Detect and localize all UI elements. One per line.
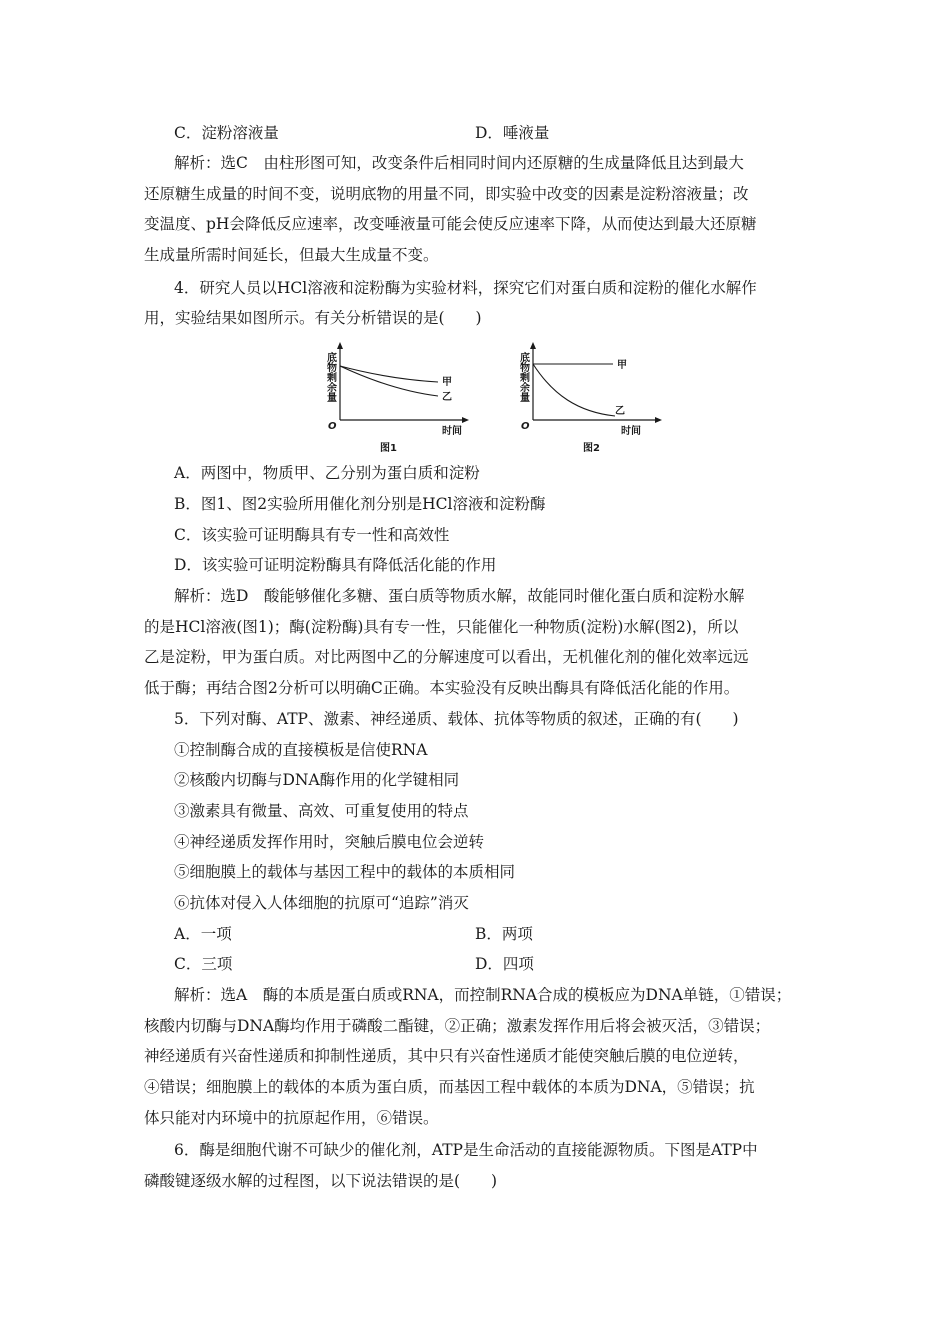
q3-analysis-line: 解析：选C 由柱形图可知，改变条件后相同时间内还原糖的生成量降低且达到最大 [174, 154, 744, 172]
q5-analysis-line: 神经递质有兴奋性递质和抑制性递质，其中只有兴奋性递质才能使突触后膜的电位逆转， [144, 1047, 749, 1065]
q4-analysis-line: 解析：选D 酸能够催化多糖、蛋白质等物质水解，故能同时催化蛋白质和淀粉水解 [174, 587, 745, 605]
q3-option-d: D．唾液量 [475, 124, 550, 142]
q5-analysis-line: 解析：选A 酶的本质是蛋白质或RNA，而控制RNA合成的模板应为DNA单链，①错误； [174, 986, 792, 1004]
q5-item: ⑤细胞膜上的载体与基因工程中的载体的本质相同 [174, 863, 516, 881]
fig1-label-jia: 甲 [442, 377, 452, 388]
q4-option-d: D．该实验可证明淀粉酶具有降低活化能的作用 [174, 556, 497, 574]
q5-analysis-line: 体只能对内环境中的抗原起作用，⑥错误。 [144, 1109, 439, 1127]
q4-analysis-line: 低于酶；再结合图2分析可以明确C正确。本实验没有反映出酶具有降低活化能的作用。 [144, 679, 740, 697]
q3-analysis-line: 生成量所需时间延长，但最大生成量不变。 [144, 246, 439, 264]
q5-analysis-line: 核酸内切酶与DNA酶均作用于磷酸二酯键，②正确；激素发挥作用后将会被灭活，③错误； [144, 1017, 771, 1035]
fig1-xlabel: 时间 [442, 426, 462, 437]
fig1-caption: 图1 [380, 443, 397, 454]
fig2-label-yi: 乙 [615, 406, 625, 417]
q4-option-c: C．该实验可证明酶具有专一性和高效性 [174, 526, 450, 544]
fig1-curve-jia [340, 366, 438, 382]
fig2-label-jia: 甲 [617, 360, 627, 371]
q3-option-c: C．淀粉溶液量 [174, 124, 279, 142]
figure-1 [310, 340, 480, 455]
fig2-x-arrow [655, 417, 662, 423]
fig2-y-arrow [530, 342, 536, 349]
q6-stem-line: 磷酸键逐级水解的过程图，以下说法错误的是( ) [144, 1172, 498, 1190]
q3-analysis-line: 还原糖生成量的时间不变，说明底物的用量不同，即实验中改变的因素是淀粉溶液量；改 [144, 185, 749, 203]
fig1-origin: O [328, 421, 337, 432]
q4-analysis-line: 的是HCl溶液(图1)；酶(淀粉酶)具有专一性，只能催化一种物质(淀粉)水解(图2)，所以 [144, 618, 739, 636]
q6-stem-line: 6．酶是细胞代谢不可缺少的催化剂，ATP是生命活动的直接能源物质。下图是ATP中 [174, 1141, 758, 1159]
fig1-y-arrow [337, 342, 343, 349]
fig2-caption: 图2 [583, 443, 600, 454]
fig1-label-yi: 乙 [442, 392, 452, 403]
q4-option-a: A．两图中，物质甲、乙分别为蛋白质和淀粉 [174, 464, 480, 482]
q5-stem: 5．下列对酶、ATP、激素、神经递质、载体、抗体等物质的叙述，正确的有( ) [174, 710, 739, 728]
q5-item: ④神经递质发挥作用时，突触后膜电位会逆转 [174, 833, 485, 851]
q3-analysis-line: 变温度、pH会降低反应速率，改变唾液量可能会使反应速率下降，从而使达到最大还原糖 [144, 215, 757, 233]
fig2-origin: O [521, 421, 530, 432]
q5-item: ⑥抗体对侵入人体细胞的抗原可“追踪”消灭 [174, 894, 469, 912]
fig1-ylabel: 底物剩余量 [324, 352, 336, 402]
q5-item: ①控制酶合成的直接模板是信使RNA [174, 741, 428, 759]
q5-analysis-line: ④错误；细胞膜上的载体的本质为蛋白质，而基因工程中载体的本质为DNA，⑤错误；抗 [144, 1078, 755, 1096]
q5-item: ②核酸内切酶与DNA酶作用的化学键相同 [174, 771, 460, 789]
fig1-x-arrow [462, 417, 469, 423]
q5-item: ③激素具有微量、高效、可重复使用的特点 [174, 802, 469, 820]
q5-option-b: B．两项 [475, 925, 533, 943]
q4-analysis-line: 乙是淀粉，甲为蛋白质。对比两图中乙的分解速度可以看出，无机催化剂的催化效率远远 [144, 648, 749, 666]
q5-option-a: A．一项 [174, 925, 232, 943]
q5-option-d: D．四项 [475, 955, 534, 973]
q4-stem-line: 4．研究人员以HCl溶液和淀粉酶为实验材料，探究它们对蛋白质和淀粉的催化水解作 [174, 279, 757, 297]
q4-option-b: B．图1、图2实验所用催化剂分别是HCl溶液和淀粉酶 [174, 495, 546, 513]
figure-2 [503, 340, 673, 455]
fig2-curve-yi [533, 364, 615, 416]
fig2-ylabel: 底物剩余量 [517, 352, 529, 402]
q4-stem-line: 用，实验结果如图所示。有关分析错误的是( ) [144, 309, 482, 327]
fig2-xlabel: 时间 [621, 426, 641, 437]
q5-option-c: C．三项 [174, 955, 233, 973]
